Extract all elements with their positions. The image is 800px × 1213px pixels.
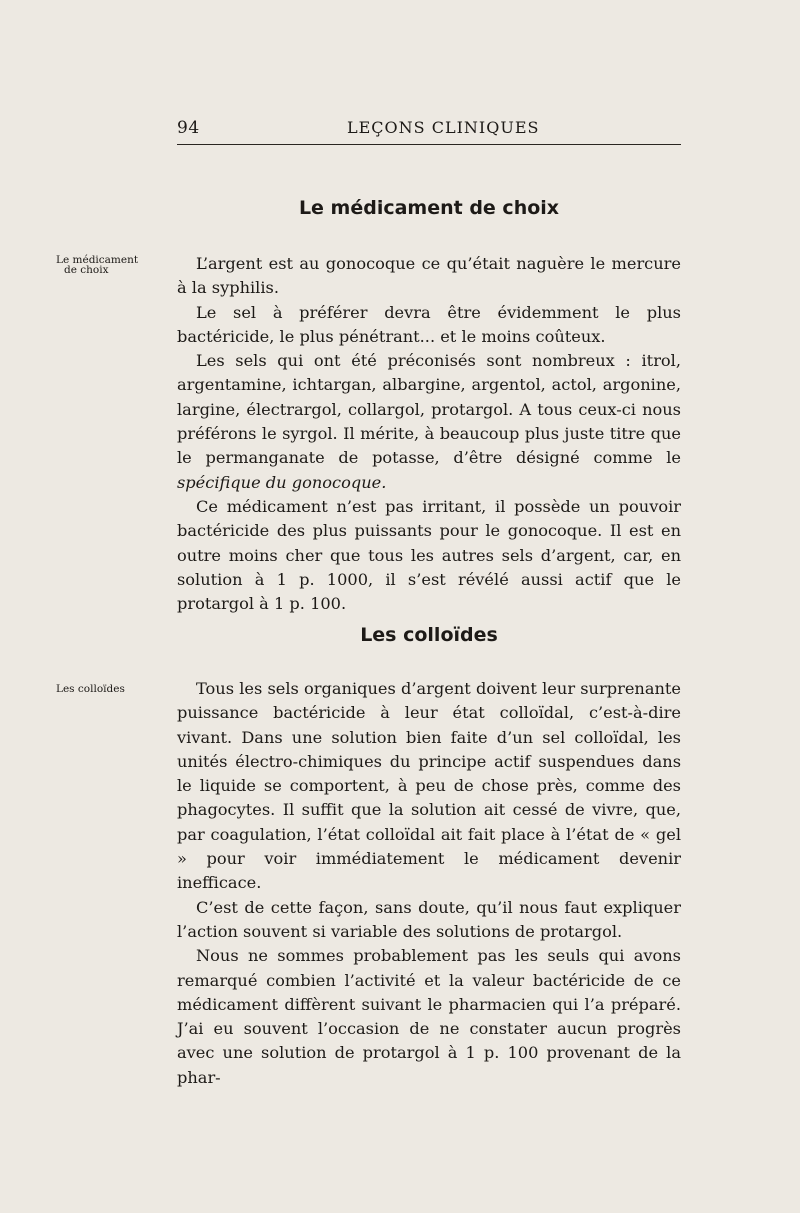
section-title-colloides: Les colloïdes (360, 624, 498, 646)
margin-note-medicament (56, 255, 172, 275)
paragraph: Tous les sels organiques d’argent doivent leur surprenante puissance bactéricide à leur état colloïdal, c’est-à-dire vivant. Dans une solution bien faite d’un sel colloïdal, les unités électro-chimiques du principe actif suspendues dans le liquide se comportent, à peu de chose près, comme des phagocytes. Il suffit que la solution ait cessé de vivre, que, par coagulation, l’état colloïdal ait fait place à l’état de « gel » pour voir immédiatement le médicament devenir inefficace. (177, 679, 681, 893)
margin-note-line: de choix (64, 264, 109, 276)
section-body-colloides (177, 677, 681, 1090)
paragraph: L’argent est au gonocoque ce qu’était naguère le mercure à la syphilis. (177, 254, 681, 298)
paragraph: Nous ne sommes probablement pas les seuls qui avons remarqué combien l’activité et la valeur bactéricide de ce médicament diffèrent suivant le pharmacien qui l’a préparé. J’ai eu souvent l’occasion de ne constater aucun progrès avec une solution de protargol à 1 p. 100 provenant de la phar- (177, 946, 681, 1087)
margin-note-line: Le médicament (56, 254, 139, 266)
paragraph: Le sel à préférer devra être évidemment le plus bactéricide, le plus pénétrant... et le moins coûteux. (177, 302, 681, 346)
running-header (177, 118, 681, 145)
emphasis-text: spécifique du gonocoque. (177, 472, 387, 492)
page-number: 94 (177, 118, 200, 138)
paragraph (177, 349, 681, 495)
paragraph: C’est de cette façon, sans doute, qu’il nous faut expliquer l’action souvent si variable des solutions de protargol. (177, 897, 681, 941)
section-title-medicament: Le médicament de choix (298, 197, 560, 219)
paragraph-text: Les sels qui ont été préconisés sont nombreux : itrol, argentamine, ichtargan, albargine, argentol, actol, argonine, largine, électrargol, collargol, protargol. A tous ceux-ci nous préférons le syrgol. Il mérite, à beaucoup plus juste titre que le permanganate de potasse, d’être désigné comme le (177, 351, 681, 468)
running-title: LEÇONS CLINIQUES (347, 118, 540, 137)
section-body-medicament (177, 252, 681, 616)
margin-note-colloides: Les colloïdes (56, 683, 125, 695)
paragraph: Ce médicament n’est pas irritant, il possède un pouvoir bactéricide des plus puissants pour le gonocoque. Il est en outre moins cher que tous les autres sels d’argent, car, en solution à 1 p. 1000, il s’est révélé aussi actif que le protargol à 1 p. 100. (177, 496, 681, 614)
